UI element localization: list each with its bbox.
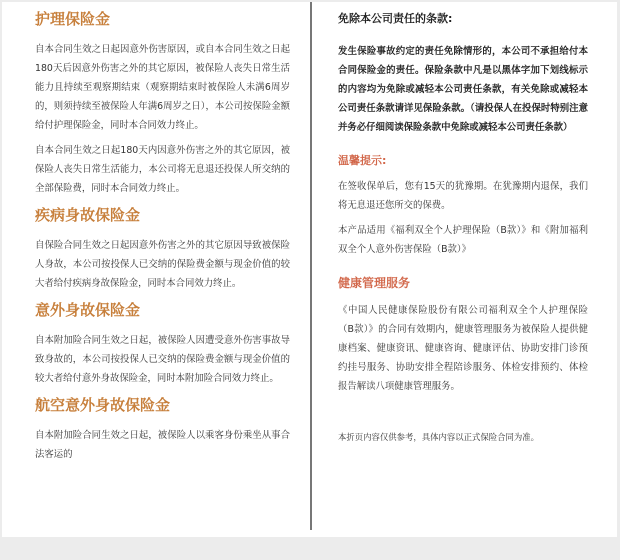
section-title-nursing: 护理保险金: [35, 10, 111, 28]
right-column: [338, 8, 588, 444]
health-service-title: 健康管理服务: [338, 276, 411, 290]
warm-tip-cooling-off: 在签收保单后，您有15天的犹豫期。在犹豫期内退保，我们将无息退还您所交的保费。: [338, 181, 588, 211]
nursing-paragraph-2: 自本合同生效之日起180天内因意外伤害之外的其它原因，被保险人丧失日常生活能力，本公司将无息退还投保人所交纳的全部保险费，同时本合同效力终止。: [35, 145, 290, 194]
air-accident-paragraph: 自本附加险合同生效之日起，被保险人以乘客身份乘坐从事合法客运的: [35, 430, 290, 460]
exclusion-text: 发生保险事故约定的责任免除情形的，本公司不承担给付本合同保险金的责任。保险条款中凡是以黑体字加下划线标示的内容均为免除或减轻本公司责任条款，有关免除或减轻本公司责任条款请详见保险条款。（请投保人在投保时特别注意并务必仔细阅读保险条款中免除或减轻本公司责任条款）: [338, 46, 588, 133]
left-column: [35, 8, 290, 470]
disclaimer-footnote: 本折页内容仅供参考，具体内容以正式保险合同为准。: [338, 432, 539, 442]
accident-death-paragraph: 自本附加险合同生效之日起，被保险人因遭受意外伤害事故导致身故的，本公司按投保人已交纳的保险费金额与现金价值的较大者给付意外身故保险金，同时本附加险合同效力终止。: [35, 335, 290, 384]
warm-tips-title: 温馨提示:: [338, 154, 387, 167]
health-service-text: 《中国人民健康保险股份有限公司福利双全个人护理保险（B款）》的合同有效期内，健康管理服务为被保险人提供健康档案、健康资讯、健康咨询、健康评估、协助安排门诊预约挂号服务、协助安排全程陪诊服务、体检安排预约、体检报告解读八项健康管理服务。: [338, 305, 588, 392]
nursing-paragraph-1: 自本合同生效之日起因意外伤害原因，或自本合同生效之日起180天后因意外伤害之外的其它原因，被保险人丧失日常生活能力且持续至观察期结束（观察期结束时被保险人未满6周岁的，则须持续至被保险人年满6周岁之日），本公司按保险金额给付护理保险金，同时本合同效力终止。: [35, 44, 290, 131]
exclusion-heading: 免除本公司责任的条款:: [338, 12, 453, 25]
section-title-air-accident-death: 航空意外身故保险金: [35, 396, 171, 414]
section-title-illness-death: 疾病身故保险金: [35, 206, 141, 224]
column-divider: [310, 2, 312, 530]
illness-death-paragraph: 自保险合同生效之日起因意外伤害之外的其它原因导致被保险人身故，本公司按投保人已交纳的保险费金额与现金价值的较大者给付疾病身故保险金，同时本合同效力终止。: [35, 240, 290, 289]
brochure-page: [2, 2, 617, 537]
section-title-accident-death: 意外身故保险金: [35, 301, 141, 319]
warm-tip-product-scope: 本产品适用《福利双全个人护理保险（B款）》和《附加福利双全个人意外伤害保险（B款）》: [338, 225, 588, 255]
